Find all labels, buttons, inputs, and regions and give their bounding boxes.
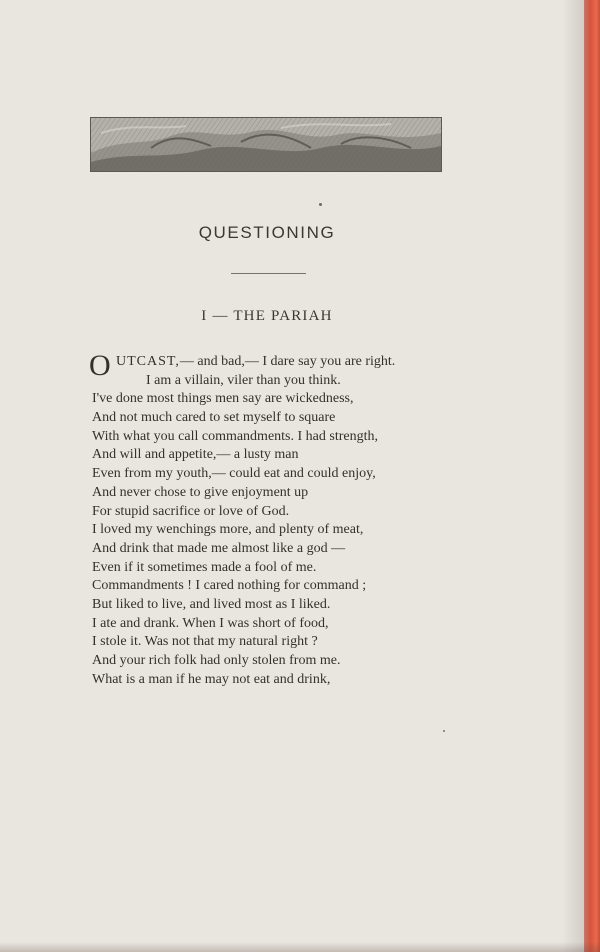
poem-line: I am a villain, viler than you think.	[146, 372, 341, 388]
poem-line: I stole it. Was not that my natural right ?	[92, 634, 318, 650]
poem-line: And never chose to give enjoyment up	[92, 484, 309, 500]
poem-line: With what you call commandments. I had strength,	[92, 428, 378, 444]
bottom-shadow	[0, 942, 600, 952]
ornament-dot	[319, 203, 322, 206]
poem-line: But liked to live, and lived most as I liked.	[92, 596, 331, 612]
poem-line: Commandments ! I cared nothing for command ;	[92, 578, 367, 594]
gutter-shadow	[562, 0, 584, 952]
poem-line: I loved my wenchings more, and plenty of meat,	[92, 522, 364, 538]
poem-line: I've done most things men say are wickedness,	[92, 391, 354, 407]
poem-line: For stupid sacrifice or love of God.	[92, 503, 290, 519]
drop-cap: O	[89, 349, 111, 382]
section-title: QUESTIONING	[198, 223, 336, 242]
title-rule	[231, 273, 306, 274]
poem-title: I — THE PARIAH	[201, 308, 333, 324]
poem-line: And will and appetite,— a lusty man	[92, 447, 299, 463]
first-word: UTCAST,	[116, 354, 180, 369]
poem-line: Even if it sometimes made a fool of me.	[92, 559, 317, 575]
poem-line: Even from my youth,— could eat and could enjoy,	[92, 466, 376, 482]
poem-line: What is a man if he may not eat and drink,	[92, 671, 331, 687]
poem-line: And drink that made me almost like a god —	[92, 540, 346, 556]
paper-speck	[443, 730, 445, 732]
poem-line: And your rich folk had only stolen from me.	[92, 653, 341, 668]
poem-body	[89, 349, 472, 689]
headpiece-engraving	[91, 118, 441, 171]
poem-line: I ate and drank. When I was short of food,	[92, 615, 329, 631]
poem-line: And not much cared to set myself to square	[92, 410, 336, 426]
red-page-edge	[584, 0, 600, 952]
first-line-rest: — and bad,— I dare say you are right.	[179, 354, 396, 369]
engraved-headpiece	[90, 117, 442, 172]
